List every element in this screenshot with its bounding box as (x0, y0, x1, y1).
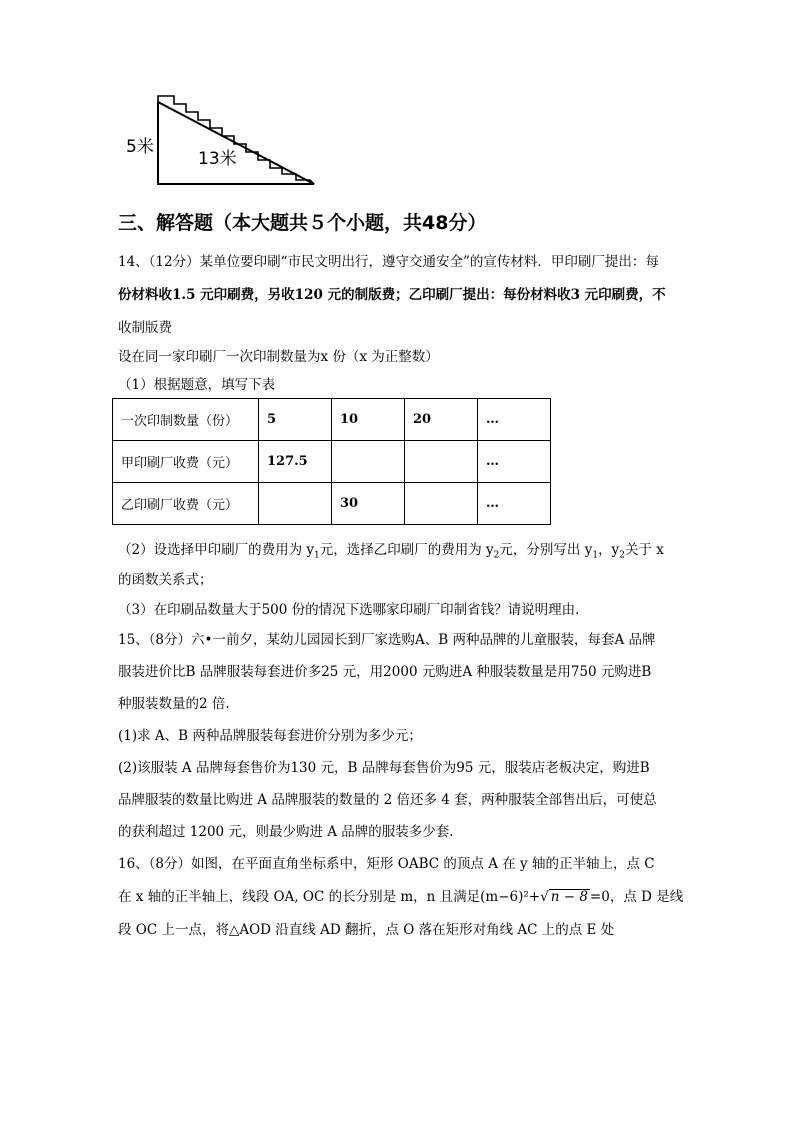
table-cell: 5 (259, 399, 332, 441)
sqrt-radicand: n − 8 (550, 889, 588, 905)
q15-part-2-line-3: 的获利超过 1200 元，则最少购进 A 品牌的服装多少套. (118, 824, 454, 840)
hypotenuse-label: 13米 (198, 149, 237, 169)
q16-line-1: 16、（8分）如图，在平面直角坐标系中，矩形 OABC 的顶点 A 在 y 轴的正半轴上，点 C (118, 856, 655, 872)
q15-line-2: 服装进价比B 品牌服装每套进价多25 元，用2000 元购进A 种服装数量是用750 元购进B (118, 664, 652, 680)
q14-part-2-text-b: 元，选择乙印刷厂的费用为 y (319, 542, 494, 558)
pricing-table (112, 398, 551, 525)
table-cell: 一次印制数量（份） (113, 399, 259, 441)
q16-line-2-text-b: =0，点 D 是线 (589, 889, 684, 905)
q14-line-3: 收制版费 (118, 320, 172, 336)
q15-line-1: 15、（8分）六•一前夕，某幼儿园园长到厂家选购A、B 两种品牌的儿童服装，每套A 品牌 (118, 632, 656, 648)
table-cell: 10 (332, 399, 405, 441)
q14-part-2-text-c: 元，分别写出 y (499, 542, 593, 558)
q15-part-2-line-1: (2)该服装 A 品牌每套售价为130 元，B 品牌每套售价为95 元，服装店老板决定，购进B (118, 760, 650, 776)
table-cell (405, 441, 478, 483)
q14-line-2: 份材料收1.5 元印刷费，另收120 元的制版费；乙印刷厂提出：每份材料收3 元印刷费，不 (118, 287, 666, 303)
section-title: 三、解答题（本大题共５个小题，共48分） (118, 212, 487, 234)
table-cell (405, 483, 478, 525)
subscript-1: 1 (314, 550, 320, 561)
table-cell (332, 441, 405, 483)
q16-line-3: 段 OC 上一点，将△AOD 沿直线 AD 翻折，点 O 落在矩形对角线 AC 上的点 E 处 (118, 922, 615, 938)
table-cell: 127.5 (259, 441, 332, 483)
q15-part-1: (1)求 A、B 两种品牌服装每套进价分别为多少元； (118, 728, 422, 744)
q14-part-2-text-d: ，y (598, 542, 620, 558)
q14-part-1: （1）根据题意，填写下表 (118, 377, 276, 393)
table-cell: 20 (405, 399, 478, 441)
subscript-2: 2 (493, 550, 500, 561)
q14-part-3: （3）在印刷品数量大于500 份的情况下选哪家印刷厂印制省钱？请说明理由． (118, 602, 589, 618)
table-cell: 甲印刷厂收费（元） (113, 441, 259, 483)
table-row (113, 399, 551, 441)
height-label: 5米 (126, 137, 154, 157)
q14-line-1: 14、（12分）某单位要印刷“市民文明出行，遵守交通安全”的宣传材料．甲印刷厂提出：每 (118, 254, 659, 270)
subscript-3: 1 (592, 550, 599, 561)
table-row (113, 483, 551, 525)
table-cell (259, 483, 332, 525)
triangle-outline (158, 102, 314, 184)
q16-line-2-text-a: 在 x 轴的正半轴上，线段 OA, OC 的长分别是 m，n 且满足(m−6)²+ (118, 889, 541, 905)
sqrt-sign: √ (540, 889, 549, 905)
table-row (113, 441, 551, 483)
staircase-figure (118, 92, 328, 192)
table-cell: … (478, 483, 551, 525)
q14-part-2-text-e: 关于 x (624, 542, 664, 558)
subscript-4: 2 (619, 550, 625, 561)
table-cell: 30 (332, 483, 405, 525)
q14-part-2-line-2: 的函数关系式； (118, 572, 213, 588)
q15-part-2-line-2: 品牌服装的数量比购进 A 品牌服装的数量的 2 倍还多 4 套，两种服装全部售出后，可使总 (118, 792, 657, 808)
q14-part-2 (118, 538, 664, 561)
q15-line-3: 种服装数量的2 倍. (118, 696, 230, 712)
table-cell: … (478, 441, 551, 483)
q14-line-4: 设在同一家印刷厂一次印制数量为x 份（x 为正整数） (118, 349, 439, 365)
q16-line-2 (118, 885, 683, 905)
q14-part-2-text-a: （2）设选择甲印刷厂的费用为 y (118, 542, 315, 558)
table-cell: 乙印刷厂收费（元） (113, 483, 259, 525)
table-cell: … (478, 399, 551, 441)
